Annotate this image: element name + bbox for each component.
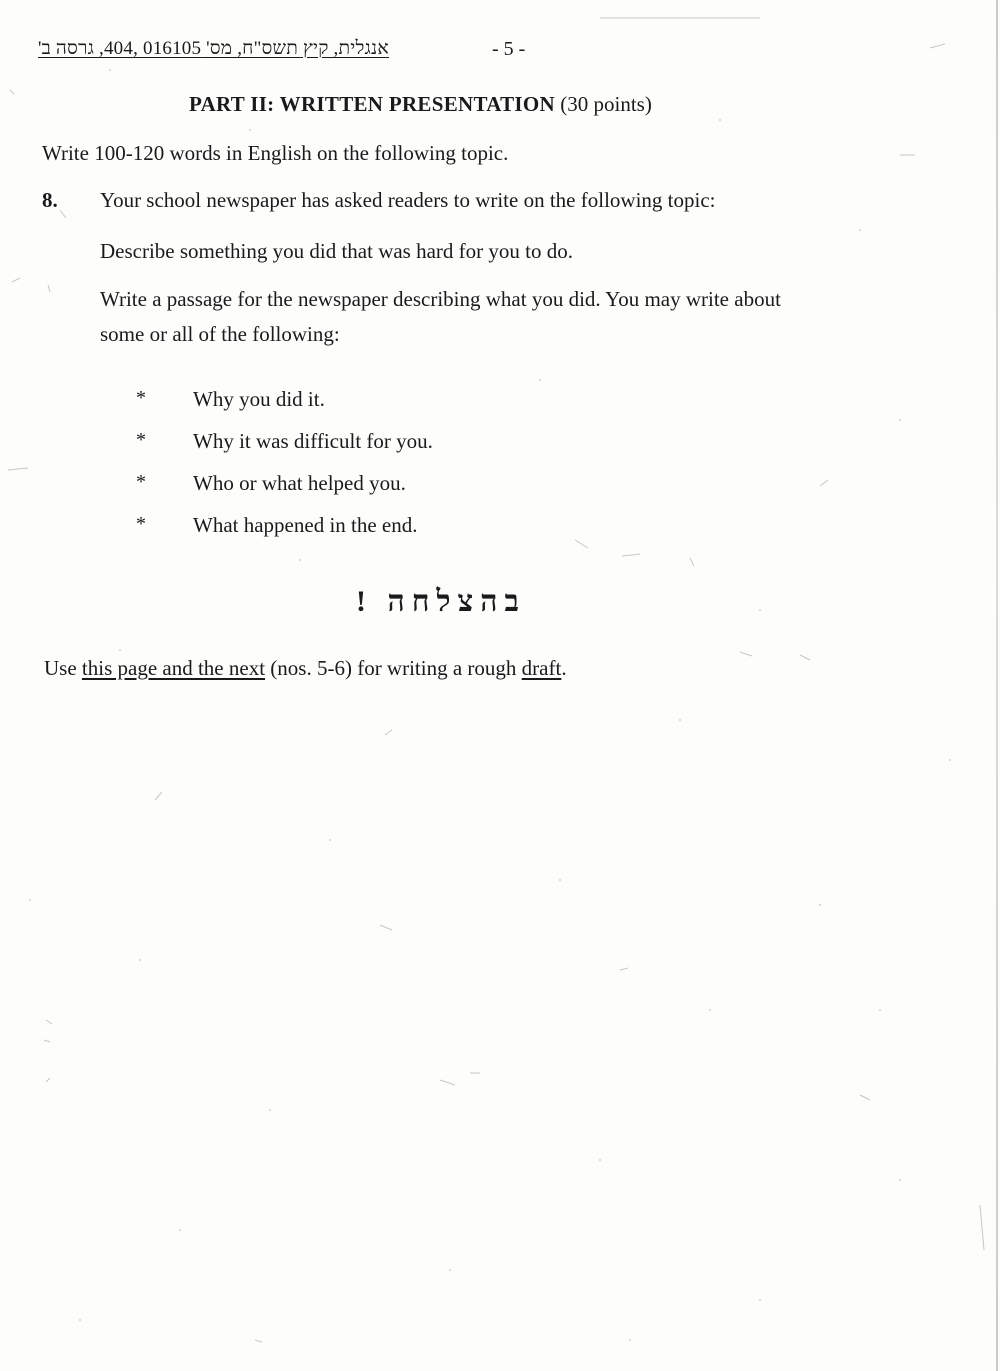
bullet-item: Who or what helped you. <box>193 471 406 495</box>
bullet-marker: * <box>136 513 146 535</box>
question-prompt-line-4: some or all of the following: <box>100 322 340 346</box>
draft-instr-pages: this page and the next <box>81 656 266 680</box>
bullet-item: Why it was difficult for you. <box>193 429 433 453</box>
bullet-marker: * <box>136 387 146 409</box>
bullet-item: What happened in the end. <box>193 513 418 537</box>
draft-instr-period: . <box>561 656 567 680</box>
good-luck-message: בהצלחה ! <box>356 585 526 618</box>
question-topic: Describe something you did that was hard for you to do. <box>100 239 573 263</box>
bullet-marker: * <box>136 429 146 451</box>
bullet-item: Why you did it. <box>193 387 325 411</box>
task-instructions: Write 100-120 words in English on the following topic. <box>42 141 509 165</box>
section-title <box>189 92 652 117</box>
draft-instr-draft: draft <box>521 656 562 680</box>
bullet-marker: * <box>136 471 146 493</box>
question-prompt-line-3: Write a passage for the newspaper describing what you did. You may write about <box>100 287 781 311</box>
question-prompt-line-1: Your school newspaper has asked readers to write on the following topic: <box>100 188 716 212</box>
draft-instructions <box>44 656 567 681</box>
section-title-text: PART II: WRITTEN PRESENTATION <box>189 92 556 116</box>
draft-instr-part-3: (nos. 5-6) for writing a rough <box>265 656 522 680</box>
header-exam-reference: אנגלית, קיץ תשס"ח, מס' 016105 ,404, גרסה ב' <box>38 38 390 59</box>
section-points: (30 points) <box>560 92 652 116</box>
draft-instr-part-1: Use <box>44 656 82 680</box>
page-number: - 5 - <box>492 38 526 60</box>
question-number: 8. <box>42 188 58 212</box>
